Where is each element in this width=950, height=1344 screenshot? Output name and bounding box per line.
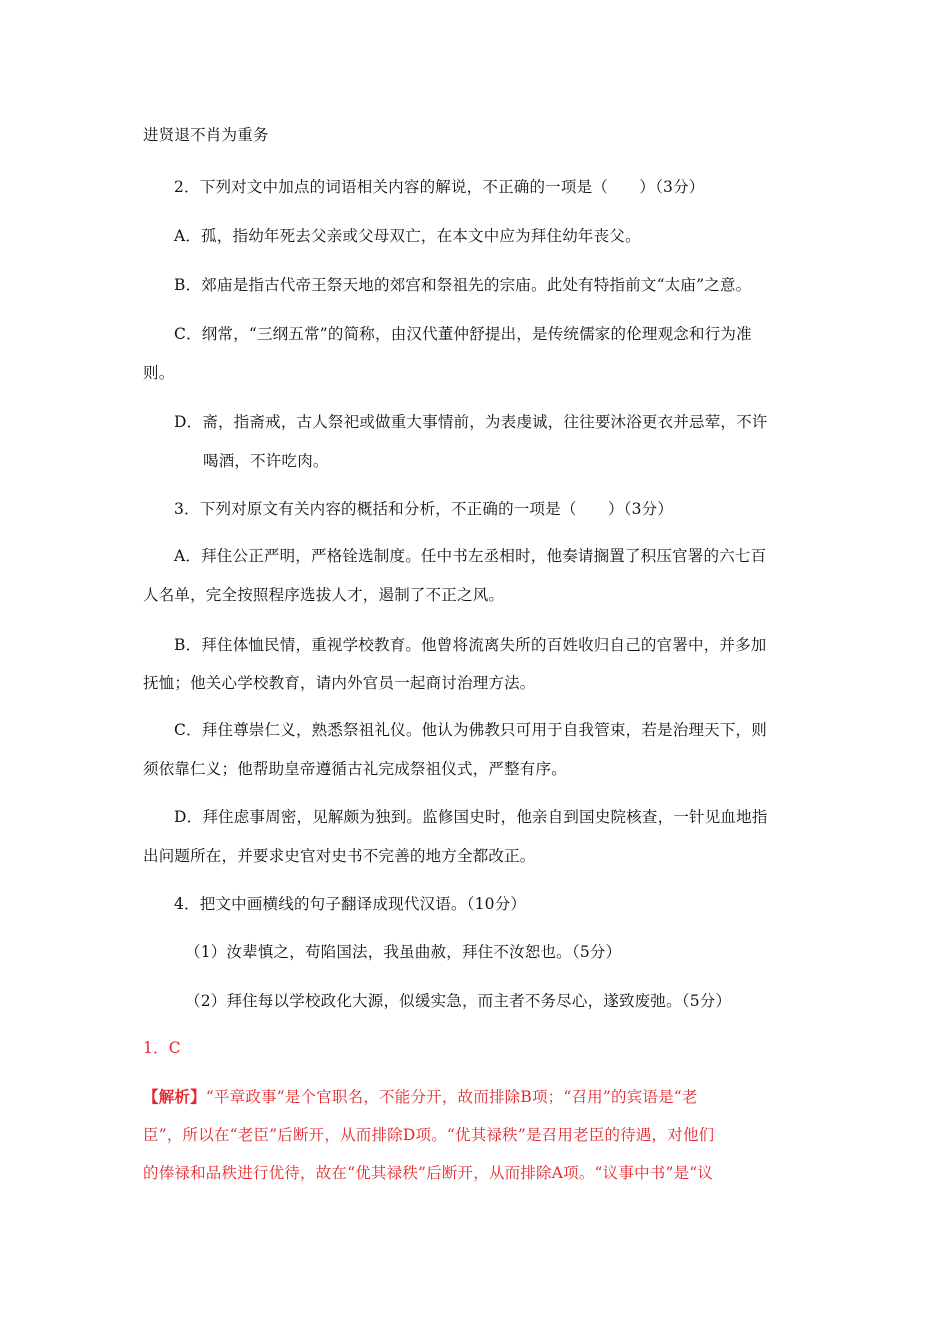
question-4-part-2: （2）拜住每以学校政化大源，似缓实急，而主者不务尽心，遂致废弛。（5分） <box>185 992 732 1010</box>
question-2: 2．下列对文中加点的词语相关内容的解说，不正确的一项是（ ）（3分） <box>174 178 705 196</box>
answer-number: 1．C <box>143 1039 181 1057</box>
analysis-text: “平章政事”是个官职名，不能分开，故而排除B项；“召用”的宾语是“老 <box>205 1088 698 1106</box>
analysis-label: 【解析】 <box>143 1087 206 1106</box>
question-4: 4．把文中画横线的句子翻译成现代汉语。（10分） <box>174 895 527 913</box>
option-2c-continued: 则。 <box>143 364 175 382</box>
question-3: 3．下列对原文有关内容的概括和分析，不正确的一项是（ ）（3分） <box>174 500 674 518</box>
text-line: 进贤退不肖为重务 <box>143 126 269 144</box>
option-3b: B．拜住体恤民情，重视学校教育。他曾将流离失所的百姓收归自己的官署中，并多加 <box>174 636 767 654</box>
option-2d-continued: 喝酒，不许吃肉。 <box>203 452 329 470</box>
question-4-part-1: （1）汝辈慎之，苟陷国法，我虽曲赦，拜住不汝恕也。（5分） <box>185 943 622 961</box>
option-3d-continued: 出问题所在，并要求史官对史书不完善的地方全都改正。 <box>143 847 536 865</box>
option-2c: C．纲常，“三纲五常”的简称，由汉代董仲舒提出，是传统儒家的伦理观念和行为准 <box>174 325 752 343</box>
option-3c-continued: 须依靠仁义；他帮助皇帝遵循古礼完成祭祖仪式，严整有序。 <box>143 760 567 778</box>
option-3a-continued: 人名单，完全按照程序选拔人才，遏制了不正之风。 <box>143 586 505 604</box>
option-3d: D．拜住虑事周密，见解颇为独到。监修国史时，他亲自到国史院核查，一针见血地指 <box>174 808 768 826</box>
option-2d: D．斋，指斋戒，古人祭祀或做重大事情前，为表虔诚，往往要沐浴更衣并忌荤，不许 <box>174 413 768 431</box>
option-2b: B．郊庙是指古代帝王祭天地的郊宫和祭祖先的宗庙。此处有特指前文“太庙”之意。 <box>174 276 752 294</box>
option-3b-continued: 抚恤；他关心学校教育，请内外官员一起商讨治理方法。 <box>143 674 536 692</box>
answer-analysis-line: 的俸禄和品秩进行优待，故在“优其禄秩”后断开，从而排除A项。“议事中书”是“议 <box>143 1164 714 1182</box>
answer-analysis-first-line <box>143 1086 698 1108</box>
option-3c: C．拜住尊崇仁义，熟悉祭祖礼仪。他认为佛教只可用于自我管束，若是治理天下，则 <box>174 721 767 739</box>
answer-analysis-line: 臣”，所以在“老臣”后断开，从而排除D项。“优其禄秩”是召用老臣的待遇，对他们 <box>143 1126 715 1144</box>
option-3a: A．拜住公正严明，严格铨选制度。任中书左丞相时，他奏请搁置了积压官署的六七百 <box>174 547 767 565</box>
option-2a: A．孤，指幼年死去父亲或父母双亡，在本文中应为拜住幼年丧父。 <box>174 227 641 245</box>
